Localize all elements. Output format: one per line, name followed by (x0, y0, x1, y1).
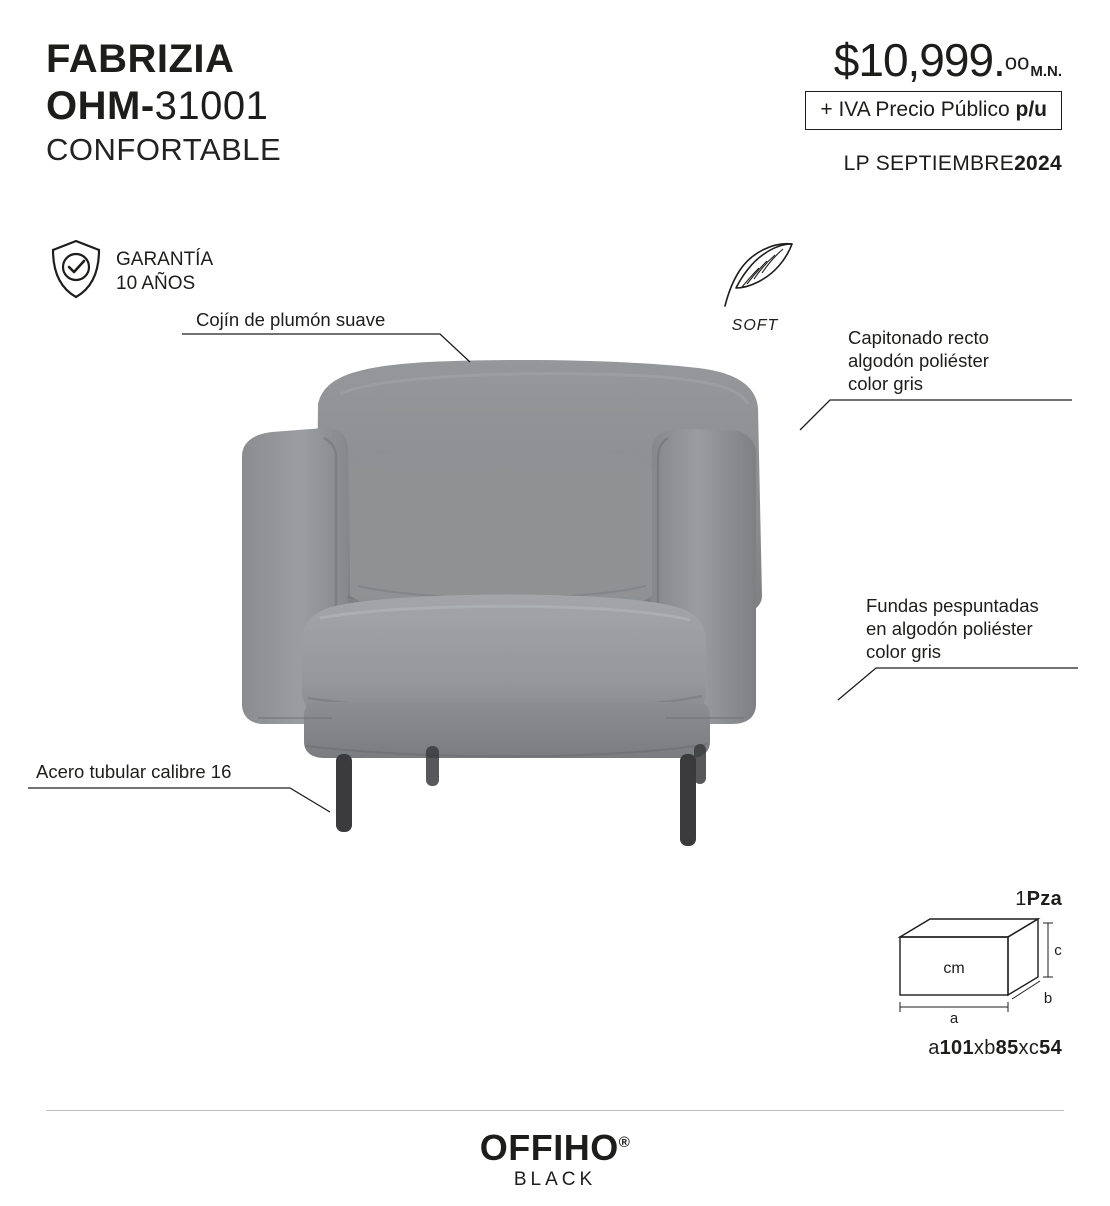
warranty-line1: GARANTÍA (116, 248, 214, 270)
registered-mark: ® (618, 1134, 631, 1151)
dim-a-label: a (928, 1037, 940, 1059)
callout-covers-line3: color gris (866, 641, 942, 662)
pieces-number: 1 (1015, 888, 1027, 910)
package-dimensions (832, 1037, 1062, 1060)
callout-cushion: Cojín de plumón suave (196, 309, 386, 330)
brand-logo (0, 1124, 1110, 1191)
box-edge-a: a (949, 1010, 959, 1025)
dim-b-label: b (984, 1037, 996, 1059)
callout-tufting-line1: Capitonado recto (848, 327, 989, 348)
footer-divider (46, 1110, 1064, 1111)
price-cents: oo (1004, 49, 1030, 75)
price-note-unit: p/u (1015, 98, 1047, 121)
dim-a-value: 101 (939, 1037, 974, 1059)
callout-covers (866, 594, 1081, 663)
list-price-year: 2024 (1014, 152, 1062, 175)
brand-name (0, 1124, 1110, 1167)
price-note-prefix: + IVA Precio Público (820, 98, 1016, 121)
product-name: FABRIZIA (46, 37, 235, 81)
dim-sep-2: x (1018, 1037, 1029, 1059)
callout-covers-line2: en algodón poliéster (866, 618, 1033, 639)
pieces-count (832, 888, 1062, 911)
price-currency: M.N. (1030, 63, 1062, 80)
brand-subline: BLACK (513, 1169, 597, 1190)
dim-c-label: c (1028, 1037, 1040, 1059)
product-code-prefix: OHM- (46, 84, 155, 128)
dim-b-value: 85 (995, 1037, 1019, 1059)
list-price-label: LP SEPTIEMBRE (843, 152, 1015, 175)
box-unit-label: cm (943, 960, 965, 977)
callout-steel: Acero tubular calibre 16 (36, 761, 232, 782)
dim-c-value: 54 (1039, 1037, 1062, 1059)
callout-covers-line1: Fundas pespuntadas (866, 595, 1039, 616)
box-edge-b: b (1043, 990, 1053, 1007)
warranty-line2: 10 AÑOS (116, 272, 196, 294)
brand-name-text: OFFIHO (479, 1127, 619, 1168)
product-subtitle: CONFORTABLE (46, 132, 282, 167)
packaging-info (832, 888, 1062, 1060)
soft-label: SOFT (731, 317, 779, 334)
callout-tufting-line3: color gris (848, 373, 924, 394)
box-edge-c: c (1054, 942, 1062, 959)
package-box-diagram (892, 915, 1062, 1025)
product-code-number: 31001 (154, 84, 269, 128)
dim-sep-1: x (973, 1037, 985, 1059)
callout-tufting (848, 326, 1068, 395)
callout-tufting-line2: algodón poliéster (848, 350, 989, 371)
price-amount: $10,999. (833, 34, 1005, 86)
pieces-label: Pza (1026, 888, 1062, 910)
